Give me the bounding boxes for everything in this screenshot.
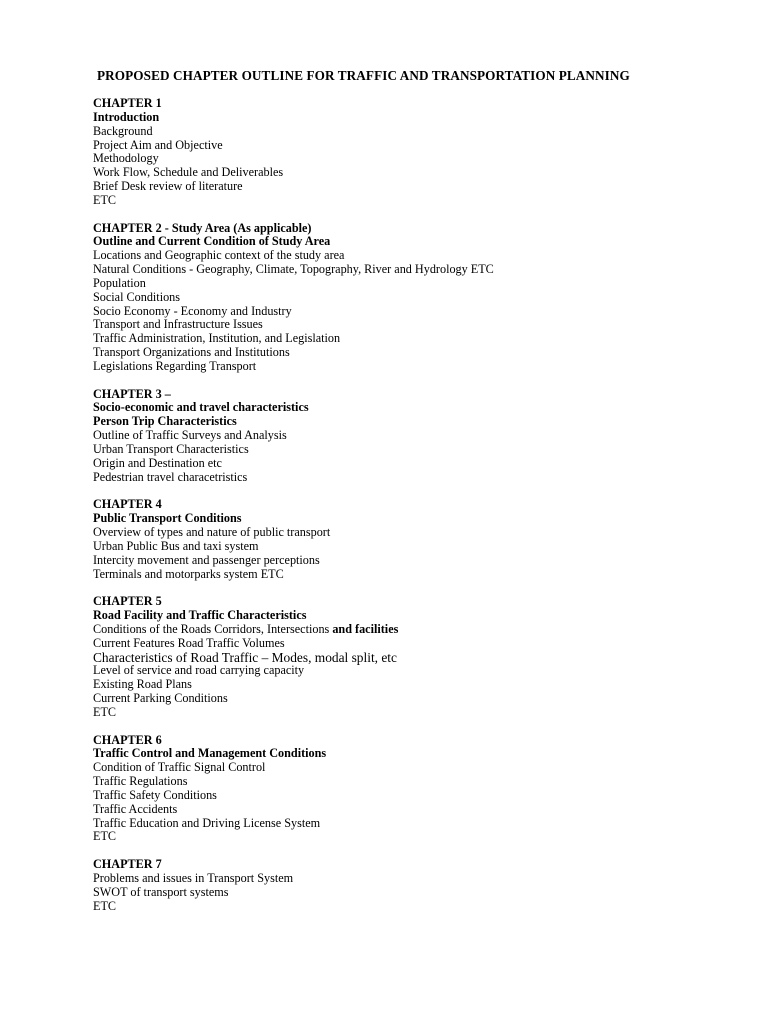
chapter-section <box>93 388 733 485</box>
line-text: ETC <box>93 898 117 913</box>
line-text: Traffic Education and Driving License System <box>93 815 321 830</box>
line-text: Current Parking Conditions <box>93 691 228 706</box>
line-text: Traffic Regulations <box>93 774 188 789</box>
chapter-subheading <box>93 415 733 429</box>
outline-item <box>93 471 733 485</box>
line-text: Transport and Infrastructure Issues <box>93 317 263 332</box>
outline-item <box>93 761 733 775</box>
line-text: Traffic Control and Management Conditions <box>93 746 327 761</box>
chapter-subheading <box>93 512 733 526</box>
outline-item <box>93 817 733 831</box>
line-text: Intercity movement and passenger perceptions <box>93 552 320 567</box>
outline-item <box>93 180 733 194</box>
outline-item <box>93 803 733 817</box>
line-text: Traffic Safety Conditions <box>93 787 217 802</box>
outline-item <box>93 540 733 554</box>
line-text: Methodology <box>93 151 159 166</box>
outline-item <box>93 166 733 180</box>
line-text: Level of service and road carrying capacity <box>93 663 305 678</box>
line-text: Locations and Geographic context of the study area <box>93 248 345 263</box>
line-text: Introduction <box>93 109 160 124</box>
outline-item <box>93 332 733 346</box>
line-text: SWOT of transport systems <box>93 884 229 899</box>
outline-item <box>93 249 733 263</box>
outline-item <box>93 706 733 720</box>
line-text: Person Trip Characteristics <box>93 414 237 429</box>
chapter-subheading <box>93 111 733 125</box>
line-text: CHAPTER 2 - Study Area (As applicable) <box>93 220 312 235</box>
line-text: Urban Public Bus and taxi system <box>93 538 259 553</box>
outline-item <box>93 554 733 568</box>
chapter-subheading <box>93 401 733 415</box>
chapter-section <box>93 734 733 845</box>
line-text: Public Transport Conditions <box>93 511 242 526</box>
line-text: Work Flow, Schedule and Deliverables <box>93 165 284 180</box>
line-text: Socio Economy - Economy and Industry <box>93 303 292 318</box>
line-text: Pedestrian travel characetristics <box>93 469 248 484</box>
line-text: Problems and issues in Transport System <box>93 870 294 885</box>
line-text: CHAPTER 6 <box>93 732 162 747</box>
outline-item <box>93 318 733 332</box>
line-text: Terminals and motorparks system ETC <box>93 566 284 581</box>
outline-item <box>93 443 733 457</box>
chapter-section <box>93 595 733 720</box>
line-text: CHAPTER 7 <box>93 857 162 872</box>
chapter-heading <box>93 222 733 236</box>
outline-item <box>93 526 733 540</box>
outline-item <box>93 568 733 582</box>
outline-item <box>93 623 733 637</box>
line-text: Overview of types and nature of public transport <box>93 525 331 540</box>
line-text: Natural Conditions - Geography, Climate, Topography, River and Hydrology ETC <box>93 262 494 277</box>
line-text: CHAPTER 4 <box>93 497 162 512</box>
outline-item <box>93 194 733 208</box>
chapter-section <box>93 858 733 913</box>
outline-item <box>93 664 733 678</box>
line-text: Origin and Destination etc <box>93 455 222 470</box>
line-text: CHAPTER 3 – <box>93 386 171 401</box>
outline-item <box>93 637 733 651</box>
line-text: CHAPTER 1 <box>93 96 162 110</box>
outline-item <box>93 775 733 789</box>
outline-item <box>93 678 733 692</box>
outline-item <box>93 305 733 319</box>
line-text: Traffic Administration, Institution, and Legislation <box>93 331 341 346</box>
line-text: Urban Transport Characteristics <box>93 442 249 456</box>
chapter-outline <box>93 97 733 927</box>
line-text: Population <box>93 275 146 290</box>
chapter-section <box>93 222 733 374</box>
outline-item <box>93 139 733 153</box>
document-title: PROPOSED CHAPTER OUTLINE FOR TRAFFIC AND TRANSPORTATION PLANNING <box>97 68 630 83</box>
line-text: Social Conditions <box>93 289 181 304</box>
outline-item <box>93 125 733 139</box>
chapter-heading <box>93 498 733 512</box>
line-text: Outline and Current Condition of Study Area <box>93 234 331 249</box>
outline-item <box>93 830 733 844</box>
line-text: Socio-economic and travel characteristics <box>93 400 309 415</box>
chapter-heading <box>93 734 733 748</box>
line-text: Traffic Accidents <box>93 801 178 816</box>
line-text: ETC <box>93 704 117 719</box>
chapter-subheading <box>93 609 733 623</box>
chapter-subheading <box>93 235 733 249</box>
line-text: Outline of Traffic Surveys and Analysis <box>93 428 287 443</box>
outline-item <box>93 263 733 277</box>
outline-item <box>93 346 733 360</box>
outline-item <box>93 457 733 471</box>
outline-item <box>93 360 733 374</box>
outline-item <box>93 651 733 665</box>
chapter-heading <box>93 97 733 111</box>
line-text: Condition of Traffic Signal Control <box>93 760 266 775</box>
line-text: Background <box>93 123 153 138</box>
chapter-heading <box>93 858 733 872</box>
line-text: Characteristics of Road Traffic – Modes, modal split, etc <box>93 649 397 665</box>
outline-item <box>93 872 733 886</box>
line-text: Legislations Regarding Transport <box>93 358 257 373</box>
line-text: CHAPTER 5 <box>93 594 162 609</box>
chapter-section <box>93 498 733 581</box>
line-text: Transport Organizations and Institutions <box>93 345 290 360</box>
line-text: ETC <box>93 192 117 207</box>
outline-item <box>93 291 733 305</box>
chapter-heading <box>93 388 733 402</box>
line-text-bold: and facilities <box>332 621 399 636</box>
line-text: Current Features Road Traffic Volumes <box>93 635 285 650</box>
outline-item <box>93 152 733 166</box>
outline-item <box>93 277 733 291</box>
outline-item <box>93 692 733 706</box>
outline-item <box>93 789 733 803</box>
chapter-subheading <box>93 747 733 761</box>
chapter-heading <box>93 595 733 609</box>
outline-item <box>93 429 733 443</box>
line-text: Brief Desk review of literature <box>93 179 243 194</box>
line-text: Conditions of the Roads Corridors, Intersections <box>93 621 333 636</box>
line-text: ETC <box>93 829 117 844</box>
line-text: Existing Road Plans <box>93 677 192 692</box>
outline-item <box>93 900 733 914</box>
outline-item <box>93 886 733 900</box>
chapter-section <box>93 97 733 208</box>
line-text: Road Facility and Traffic Characteristics <box>93 608 307 623</box>
line-text: Project Aim and Objective <box>93 137 223 152</box>
